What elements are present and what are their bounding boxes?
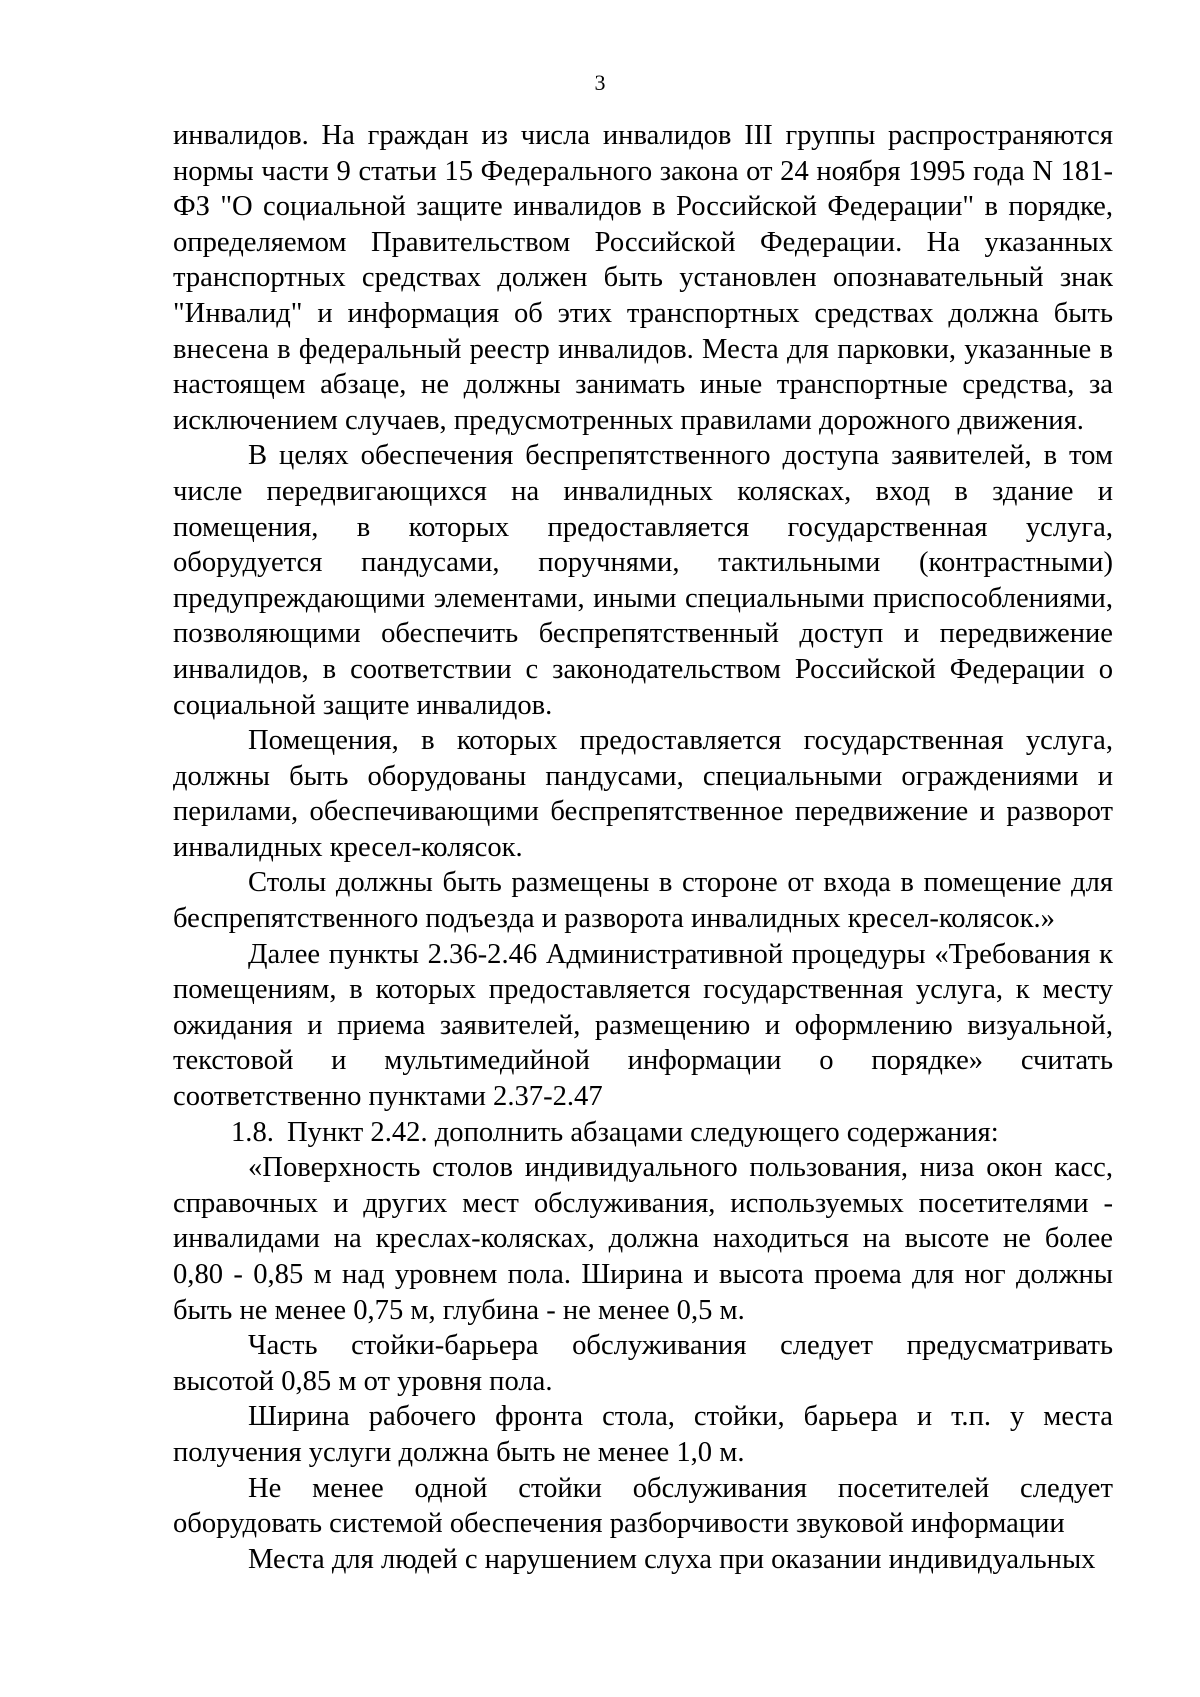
paragraph-tables-placement: Столы должны быть размещены в стороне от входа в помещение для беспрепятственного подъезда и разворота инвалидных кресел-колясок.»: [173, 867, 1113, 935]
paragraph-hearing-impaired: Места для людей с нарушением слуха при оказании индивидуальных: [248, 1543, 1096, 1575]
paragraph-table-height: «Поверхность столов индивидуального пользования, низа окон касс, справочных и других мест обслуживания, используемых посетителями - инвалидами на креслах-колясках, должна находиться на высоте не более 0,80 - 0,85 м над уровнем пола. Ширина и высота проема для ног должны быть не менее 0,75 м, глубина - не менее 0,5 м.: [173, 1152, 1113, 1326]
paragraph-premises-equipment: Помещения, в которых предоставляется государственная услуга, должны быть оборудованы пандусами, специальными ограждениями и перилами, обеспечивающими беспрепятственное передвижение и разворот инвалидных кресел-колясок.: [173, 725, 1113, 863]
paragraph-barrier-height: Часть стойки-барьера обслуживания следует предусматривать высотой 0,85 м от уровня пола.: [173, 1330, 1113, 1397]
paragraph-audio-system: Не менее одной стойки обслуживания посетителей следует оборудовать системой обеспечения разборчивости звуковой информации: [173, 1472, 1113, 1540]
paragraph-renumbering: Далее пункты 2.36-2.46 Административной процедуры «Требования к помещениям, в которых предоставляется государственная услуга, к месту ожидания и приема заявителей, размещению и оформлению визуальной, текстовой и мультимедийной информации о порядке» считать соответственно пунктами 2.37-2.47: [173, 938, 1113, 1113]
paragraph-access-entrance: В целях обеспечения беспрепятственного доступа заявителей, в том числе передвигающихся на инвалидных колясках, вход в здание и помещения, в которых предоставляется государственная услуга, оборудуется пандусами, поручнями, тактильными (контрастными) предупреждающими элементами, иными специальными приспособлениями, позволяющими обеспечить беспрепятственный доступ и передвижение инвалидов, в соответствии с законодательством Российской Федерации о социальной защите инвалидов.: [173, 440, 1113, 721]
paragraph-work-front-width: Ширина рабочего фронта стола, стойки, барьера и т.п. у места получения услуги должна быть не менее 1,0 м.: [173, 1401, 1113, 1468]
item-1-8-text: Пункт 2.42. дополнить абзацами следующего содержания:: [287, 1116, 999, 1148]
document-body: [173, 118, 1113, 1577]
item-1-8: [173, 1115, 1113, 1151]
page-number: 3: [594, 70, 606, 95]
item-1-8-number: 1.8.: [231, 1116, 274, 1148]
paragraph-continuation: инвалидов. На граждан из числа инвалидов III группы распространяются нормы части 9 статьи 15 Федерального закона от 24 ноября 1995 года N 181-ФЗ "О социальной защите инвалидов в Российской Федерации" в порядке, определяемом Правительством Российской Федерации. На указанных транспортных средствах должен быть установлен опознавательный знак "Инвалид" и информация об этих транспортных средствах должна быть внесена в федеральный реестр инвалидов. Места для парковки, указанные в настоящем абзаце, не должны занимать иные транспортные средства, за исключением случаев, предусмотренных правилами дорожного движения.: [173, 120, 1113, 436]
